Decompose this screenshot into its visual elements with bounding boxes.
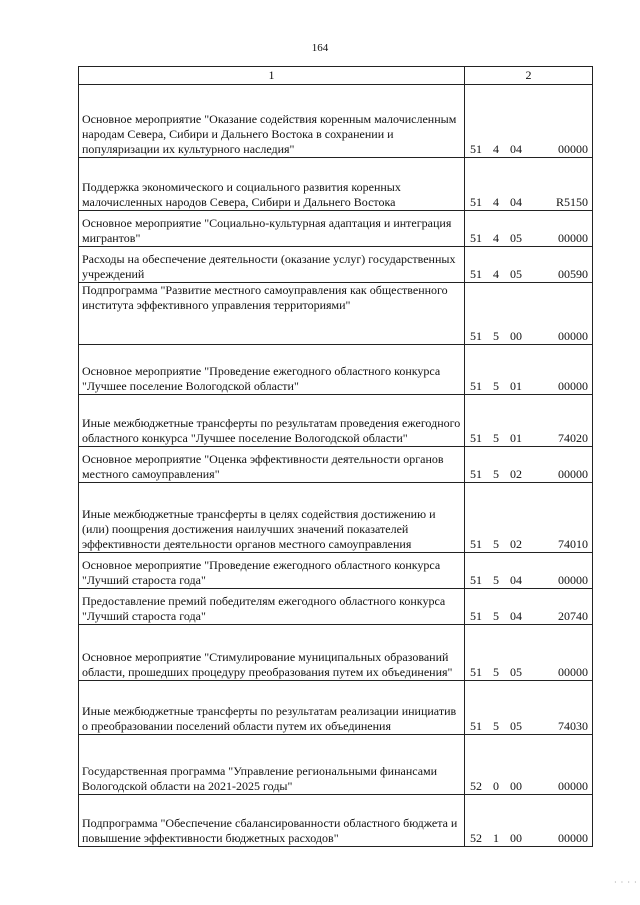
code-activity: 00 xyxy=(510,329,522,343)
code-direction: 00000 xyxy=(558,231,588,245)
code-program: 51 xyxy=(470,665,482,679)
code-subprogram: 5 xyxy=(493,379,499,393)
code-direction: 74020 xyxy=(558,431,588,445)
code-program: 51 xyxy=(470,195,482,209)
row-description: Подпрограмма "Обеспечение сбалансированности областного бюджета и повышение эффективности бюджетных расходов" xyxy=(79,795,465,847)
row-code xyxy=(465,85,593,158)
code-program: 51 xyxy=(470,467,482,481)
row-code xyxy=(465,483,593,553)
code-activity: 02 xyxy=(510,537,522,551)
code-subprogram: 4 xyxy=(493,267,499,281)
code-subprogram: 5 xyxy=(493,573,499,587)
code-subprogram: 4 xyxy=(493,231,499,245)
table-row xyxy=(79,625,593,681)
code-activity: 02 xyxy=(510,467,522,481)
code-program: 51 xyxy=(470,431,482,445)
code-program: 51 xyxy=(470,537,482,551)
code-subprogram: 5 xyxy=(493,719,499,733)
code-direction: 00000 xyxy=(558,467,588,481)
code-subprogram: 5 xyxy=(493,329,499,343)
code-subprogram: 5 xyxy=(493,609,499,623)
row-description: Предоставление премий победителям ежегодного областного конкурса "Лучший староста года" xyxy=(79,589,465,625)
code-activity: 04 xyxy=(510,142,522,156)
code-program: 51 xyxy=(470,609,482,623)
row-description: Основное мероприятие "Стимулирование муниципальных образований области, прошедших процедуру преобразования путем их объединения" xyxy=(79,625,465,681)
code-program: 51 xyxy=(470,142,482,156)
table-row xyxy=(79,589,593,625)
row-code xyxy=(465,553,593,589)
code-activity: 04 xyxy=(510,573,522,587)
row-description: Государственная программа "Управление региональными финансами Вологодской области на 2021-2025 годы" xyxy=(79,735,465,795)
code-direction: 00000 xyxy=(558,665,588,679)
code-program: 52 xyxy=(470,831,482,845)
page-number: 164 xyxy=(311,42,329,54)
row-description: Основное мероприятие "Проведение ежегодного областного конкурса "Лучший староста года" xyxy=(79,553,465,589)
code-program: 51 xyxy=(470,329,482,343)
code-activity: 04 xyxy=(510,609,522,623)
table-row xyxy=(79,395,593,447)
code-program: 51 xyxy=(470,267,482,281)
code-direction: 00590 xyxy=(558,267,588,281)
code-activity: 04 xyxy=(510,195,522,209)
row-code xyxy=(465,681,593,735)
table-row xyxy=(79,247,593,283)
code-direction: 00000 xyxy=(558,379,588,393)
row-description: Основное мероприятие "Проведение ежегодного областного конкурса "Лучшее поселение Вологодской области" xyxy=(79,345,465,395)
code-activity: 05 xyxy=(510,267,522,281)
code-program: 51 xyxy=(470,573,482,587)
code-direction: R5150 xyxy=(555,195,588,209)
header-col-2: 2 xyxy=(465,67,593,85)
table-row xyxy=(79,283,593,345)
code-activity: 05 xyxy=(510,665,522,679)
row-description: Иные межбюджетные трансферты в целях содействия достижению и (или) поощрения достижения наилучших значений показателей эффективности деятельности органов местного самоуправления xyxy=(79,483,465,553)
row-description: Расходы на обеспечение деятельности (оказание услуг) государственных учреждений xyxy=(79,247,465,283)
row-code xyxy=(465,589,593,625)
budget-classification-table xyxy=(78,66,593,847)
row-code xyxy=(465,395,593,447)
code-direction: 00000 xyxy=(558,142,588,156)
table-row xyxy=(79,211,593,247)
row-description: Основное мероприятие "Социально-культурная адаптация и интеграция мигрантов" xyxy=(79,211,465,247)
code-subprogram: 5 xyxy=(493,431,499,445)
code-program: 51 xyxy=(470,379,482,393)
code-subprogram: 4 xyxy=(493,195,499,209)
row-code xyxy=(465,247,593,283)
row-description: Подпрограмма "Развитие местного самоуправления как общественного института эффективного управления территориями" xyxy=(79,283,465,345)
row-code xyxy=(465,345,593,395)
code-direction: 00000 xyxy=(558,831,588,845)
row-description: Основное мероприятие "Оценка эффективности деятельности органов местного самоуправления" xyxy=(79,447,465,483)
table-row xyxy=(79,795,593,847)
code-direction: 00000 xyxy=(558,779,588,793)
code-subprogram: 0 xyxy=(493,779,499,793)
table-row xyxy=(79,85,593,158)
code-subprogram: 5 xyxy=(493,467,499,481)
row-code xyxy=(465,283,593,345)
code-subprogram: 5 xyxy=(493,665,499,679)
code-direction: 00000 xyxy=(558,329,588,343)
code-activity: 01 xyxy=(510,379,522,393)
row-code xyxy=(465,625,593,681)
row-code xyxy=(465,795,593,847)
row-description: Иные межбюджетные трансферты по результатам реализации инициатив о преобразовании поселений области путем их объединения xyxy=(79,681,465,735)
row-code xyxy=(465,447,593,483)
code-activity: 05 xyxy=(510,231,522,245)
table-row xyxy=(79,735,593,795)
table-row xyxy=(79,447,593,483)
code-direction: 00000 xyxy=(558,573,588,587)
row-code xyxy=(465,158,593,211)
table-row xyxy=(79,158,593,211)
code-program: 51 xyxy=(470,719,482,733)
row-code xyxy=(465,735,593,795)
table-row xyxy=(79,553,593,589)
code-subprogram: 4 xyxy=(493,142,499,156)
code-direction: 20740 xyxy=(558,609,588,623)
row-code xyxy=(465,211,593,247)
table-header-row xyxy=(79,67,593,85)
code-activity: 00 xyxy=(510,831,522,845)
code-activity: 01 xyxy=(510,431,522,445)
code-activity: 05 xyxy=(510,719,522,733)
code-program: 52 xyxy=(470,779,482,793)
row-description: Иные межбюджетные трансферты по результатам проведения ежегодного областного конкурса "Лучшее поселение Вологодской области" xyxy=(79,395,465,447)
code-program: 51 xyxy=(470,231,482,245)
scan-mark: · · · · xyxy=(614,878,638,887)
row-description: Поддержка экономического и социального развития коренных малочисленных народов Севера, Сибири и Дальнего Востока xyxy=(79,158,465,211)
code-direction: 74010 xyxy=(558,537,588,551)
code-direction: 74030 xyxy=(558,719,588,733)
table-row xyxy=(79,483,593,553)
row-description: Основное мероприятие "Оказание содействия коренным малочисленным народам Севера, Сибири и Дальнего Востока в сохранении и популяризации их культурного наследия" xyxy=(79,85,465,158)
table-row xyxy=(79,681,593,735)
code-subprogram: 5 xyxy=(493,537,499,551)
code-activity: 00 xyxy=(510,779,522,793)
header-col-1: 1 xyxy=(79,67,465,85)
code-subprogram: 1 xyxy=(493,831,499,845)
table-row xyxy=(79,345,593,395)
